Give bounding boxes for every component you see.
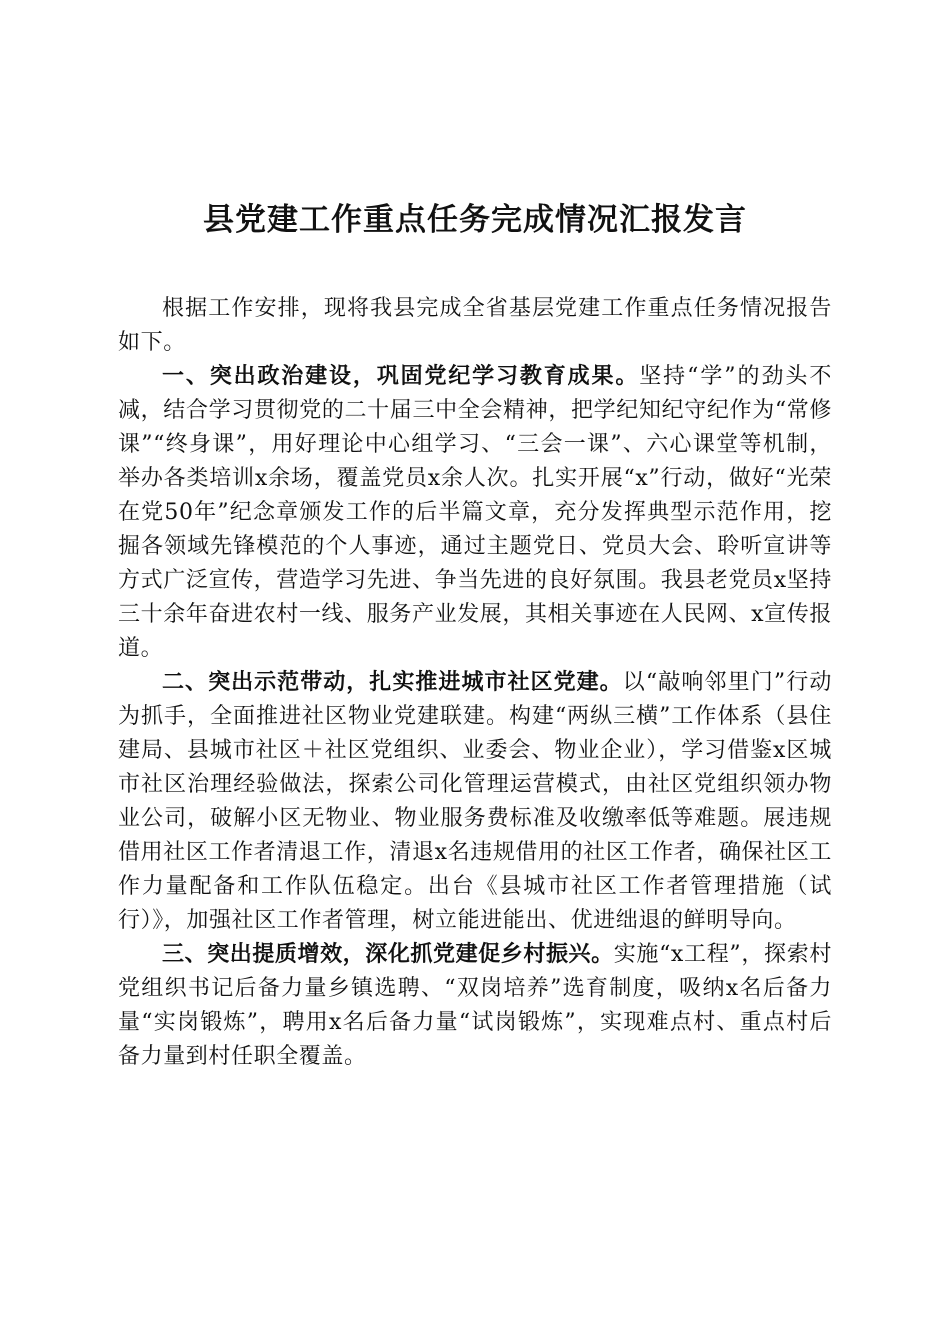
intro-paragraph: 根据工作安排，现将我县完成全省基层党建工作重点任务情况报告如下。 bbox=[118, 296, 832, 355]
section-heading-3: 三、突出提质增效，深化抓党建促乡村振兴。 bbox=[162, 942, 614, 967]
section-heading-1: 一、突出政治建设，巩固党纪学习教育成果。 bbox=[162, 364, 640, 389]
section-paragraph-1 bbox=[118, 360, 832, 666]
section-body-3: 实施“x工程”，探索村党组织书记后备力量乡镇选聘、“双岗培养”选育制度，吸纳x名后备力量“实岗锻炼”，聘用x名后备力量“试岗锻炼”，实现难点村、重点村后备力量到村任职全覆盖。 bbox=[118, 942, 832, 1069]
document-body bbox=[118, 292, 832, 1074]
section-heading-2: 二、突出示范带动，扎实推进城市社区党建。 bbox=[162, 670, 623, 695]
section-paragraph-2 bbox=[118, 666, 832, 938]
section-paragraph-3 bbox=[118, 938, 832, 1074]
section-body-2: 以“敲响邻里门”行动为抓手，全面推进社区物业党建联建。构建“两纵三横”工作体系（县住建局、县城市社区＋社区党组织、业委会、物业企业），学习借鉴x区城市社区治理经验做法，探索公司化管理运营模式，由社区党组织领办物业公司，破解小区无物业、物业服务费标准及收缴率低等难题。展违规借用社区工作者清退工作，清退x名违规借用的社区工作者，确保社区工作力量配备和工作队伍稳定。出台《县城市社区工作者管理措施（试行）》，加强社区工作者管理，树立能进能出、优进绌退的鲜明导向。 bbox=[118, 670, 832, 933]
section-body-1: 坚持“学”的劲头不减，结合学习贯彻党的二十届三中全会精神，把学纪知纪守纪作为“常修课”“终身课”，用好理论中心组学习、“三会一课”、六心课堂等机制，举办各类培训x余场，覆盖党员x余人次。扎实开展“x”行动，做好“光荣在党50年”纪念章颁发工作的后半篇文章，充分发挥典型示范作用，挖掘各领域先锋模范的个人事迹，通过主题党日、党员大会、聆听宣讲等方式广泛宣传，营造学习先进、争当先进的良好氛围。我县老党员x坚持三十余年奋进农村一线、服务产业发展，其相关事迹在人民网、x宣传报道。 bbox=[118, 364, 832, 661]
document-title: 县党建工作重点任务完成情况汇报发言 bbox=[203, 202, 747, 238]
